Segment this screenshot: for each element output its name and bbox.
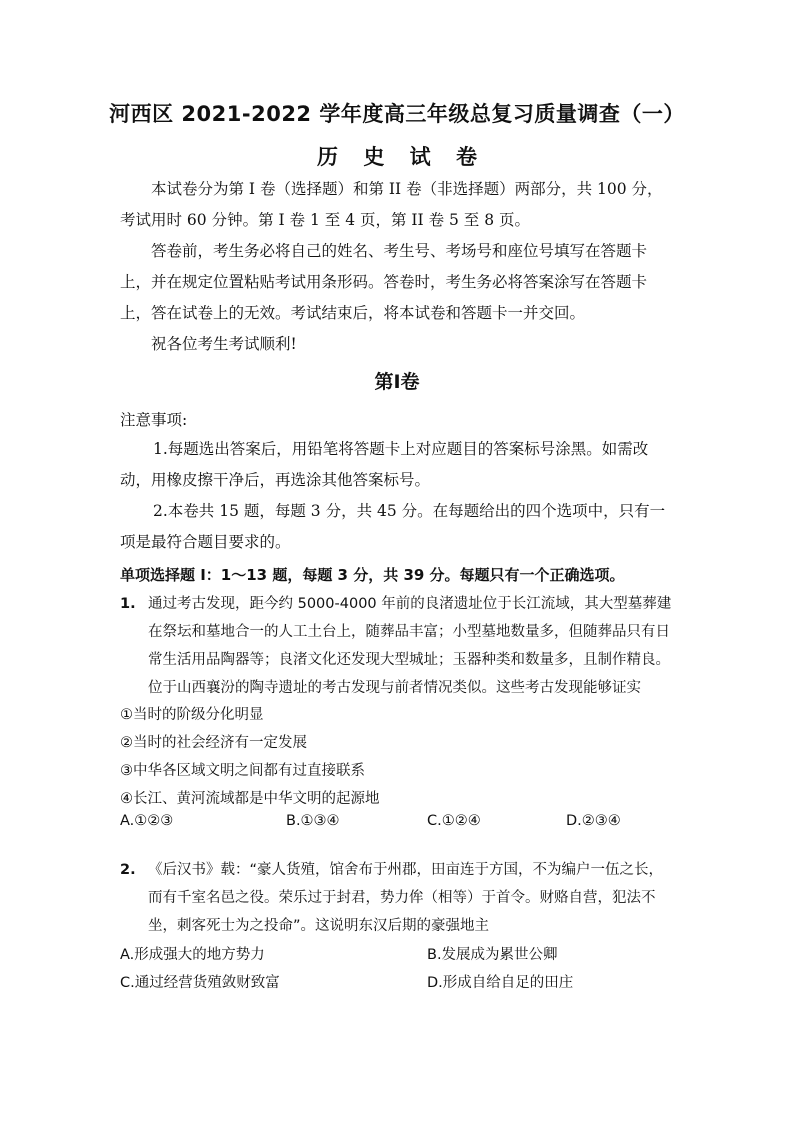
option-b: B.发展成为累世公卿: [427, 947, 558, 963]
option-c: C.①②④: [427, 813, 481, 829]
notice-item-1: 1.每题选出答案后，用铅笔将答题卡上对应题目的答案标号涂黑。如需改动，用橡皮擦干净后，再选涂其他答案标号。: [120, 440, 649, 489]
question-stem: 通过考古发现，距今约 5000-4000 年前的良渚遗址位于长江流域，其大型墓葬建在祭坛和墓地合一的人工土台上，随葬品丰富；小型墓地数量多，但随葬品只有日常生活用品陶器等；良渚文化还发现大型城址；玉器种类和数量多，且制作精良。位于山西襄汾的陶寺遗址的考古发现与前者情况类似。这些考古发现能够证实: [148, 596, 672, 696]
option-b: B.①③④: [286, 813, 340, 829]
section-title: 第Ⅰ卷: [374, 371, 420, 393]
exam-title: 河西区 2021-2022 学年度高三年级总复习质量调查（一）: [109, 102, 685, 126]
question-2: [120, 856, 676, 940]
question-1: [120, 590, 676, 702]
statement-3: ③中华各区域文明之间都有过直接联系: [120, 763, 365, 779]
intro-paragraph-1: 本试卷分为第 I 卷（选择题）和第 II 卷（非选择题）两部分，共 100 分，考试用时 60 分钟。第 I 卷 1 至 4 页，第 II 卷 5 至 8 页。: [120, 180, 663, 229]
intro-paragraph-2: 答卷前，考生务必将自己的姓名、考生号、考场号和座位号填写在答题卡上，并在规定位置粘贴考试用条形码。答卷时，考生务必将答案涂写在答题卡上，答在试卷上的无效。考试结束后，将本试卷和答题卡一并交回。: [120, 242, 648, 322]
notice-item-2: 2.本卷共 15 题，每题 3 分，共 45 分。在每题给出的四个选项中，只有一项是最符合题目要求的。: [120, 502, 666, 551]
exam-subtitle: 历 史 试 卷: [317, 145, 477, 169]
option-d: D.形成自给自足的田庄: [427, 975, 574, 991]
part-heading: 单项选择题 I：1～13 题，每题 3 分，共 39 分。每题只有一个正确选项。: [120, 566, 625, 584]
notice-label: 注意事项:: [120, 411, 188, 429]
option-a: A.①②③: [120, 813, 174, 829]
question-stem: 《后汉书》载：“豪人货殖，馆舍布于州郡，田亩连于方国，不为编户一伍之长，而有千室名邑之役。荣乐过于封君，势力侔（相等）于首令。财赂自营，犯法不坐，刺客死士为之投命”。这说明东汉后期的豪强地主: [148, 862, 664, 934]
statement-4: ④长江、黄河流域都是中华文明的起源地: [120, 791, 380, 807]
statement-2: ②当时的社会经济有一定发展: [120, 735, 307, 751]
option-a: A.形成强大的地方势力: [120, 947, 265, 963]
question-number: 2.: [120, 862, 136, 878]
question-number: 1.: [120, 596, 136, 612]
option-c: C.通过经营货殖敛财致富: [120, 975, 280, 991]
option-d: D.②③④: [566, 813, 621, 829]
statement-1: ①当时的阶级分化明显: [120, 707, 264, 723]
intro-paragraph-3: 祝各位考生考试顺利!: [151, 335, 297, 353]
